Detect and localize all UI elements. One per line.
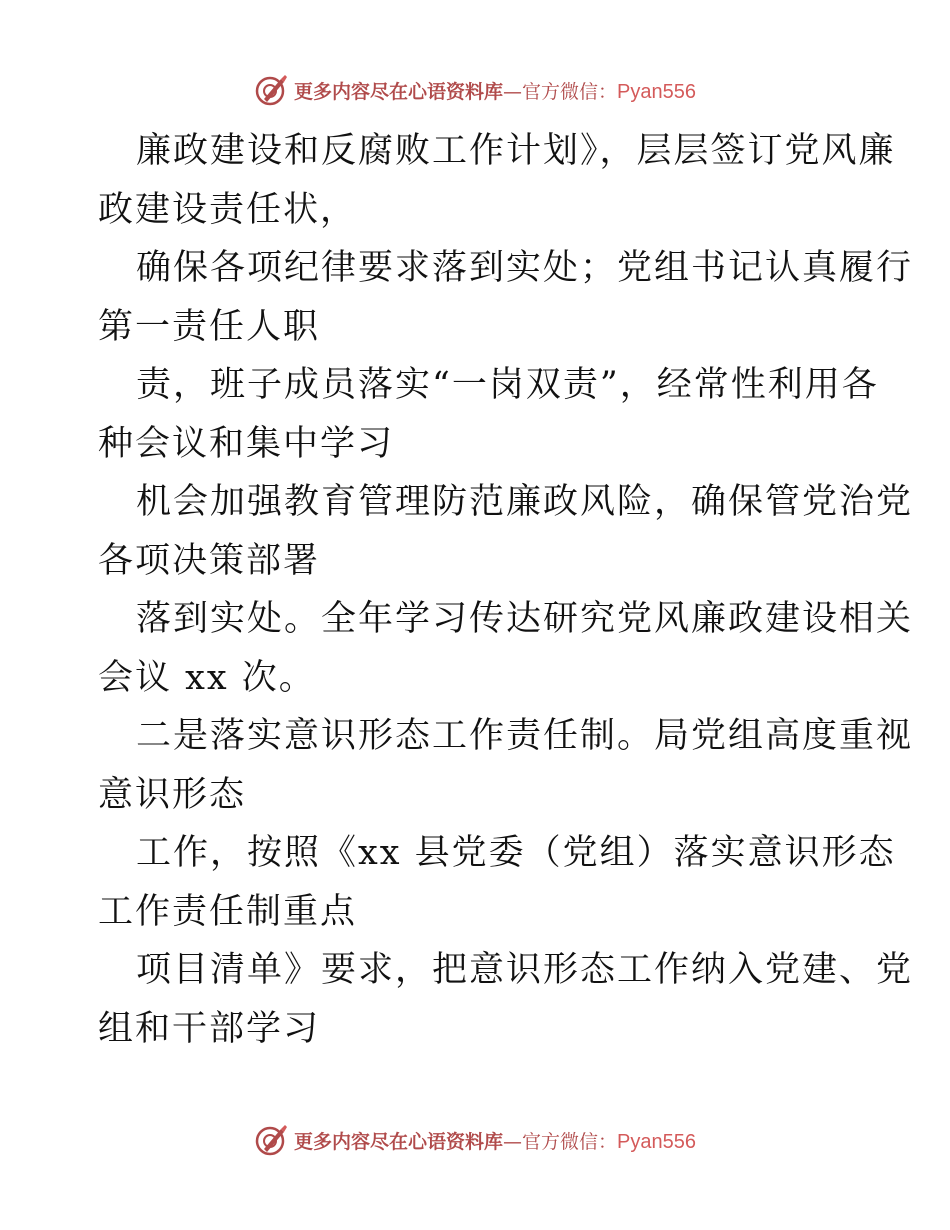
watermark-sub-text: 官方微信：	[522, 1130, 618, 1153]
watermark-sub-text: 官方微信：	[522, 80, 618, 103]
paragraph-line: 廉政建设和反腐败工作计划》，层层签订党风廉	[136, 131, 896, 171]
pen-logo-icon	[254, 73, 288, 107]
pen-logo-icon	[254, 1123, 288, 1157]
paragraph-line: 工作，按照《xx 县党委（党组）落实意识形态	[136, 833, 896, 873]
paragraph-line: 二是落实意识形态工作责任制。局党组高度重视	[136, 716, 914, 756]
paragraph-line: 各项决策部署	[98, 540, 321, 581]
paragraph-line: 落到实处。全年学习传达研究党风廉政建设相关	[136, 599, 914, 639]
paragraph-line: 工作责任制重点	[98, 891, 358, 932]
paragraph-line: 确保各项纪律要求落到实处；党组书记认真履行	[136, 248, 914, 288]
document-body	[98, 122, 914, 1058]
footer-watermark	[0, 1120, 950, 1160]
paragraph-line: 会议 xx 次。	[98, 657, 316, 698]
header-watermark	[0, 70, 950, 110]
watermark-main-text: 更多内容尽在心语资料库	[294, 80, 504, 103]
watermark-wechat-id: Pyan556	[617, 80, 696, 103]
watermark-dash: —	[503, 1130, 523, 1153]
paragraph-line: 责，班子成员落实“一岗双责”，经常性利用各	[136, 365, 879, 405]
watermark-dash: —	[503, 80, 523, 103]
watermark-main-text: 更多内容尽在心语资料库	[294, 1130, 504, 1153]
paragraph-line: 政建设责任状，	[98, 189, 358, 230]
paragraph-line: 项目清单》要求，把意识形态工作纳入党建、党	[136, 950, 914, 990]
paragraph-line: 第一责任人职	[98, 306, 321, 347]
watermark-text	[294, 77, 696, 104]
watermark-wechat-id: Pyan556	[617, 1130, 696, 1153]
watermark-text	[294, 1127, 696, 1154]
paragraph-line: 组和干部学习	[98, 1008, 321, 1049]
paragraph-line: 种会议和集中学习	[98, 423, 395, 464]
paragraph-line: 机会加强教育管理防范廉政风险，确保管党治党	[136, 482, 914, 522]
paragraph-line: 意识形态	[98, 774, 247, 815]
